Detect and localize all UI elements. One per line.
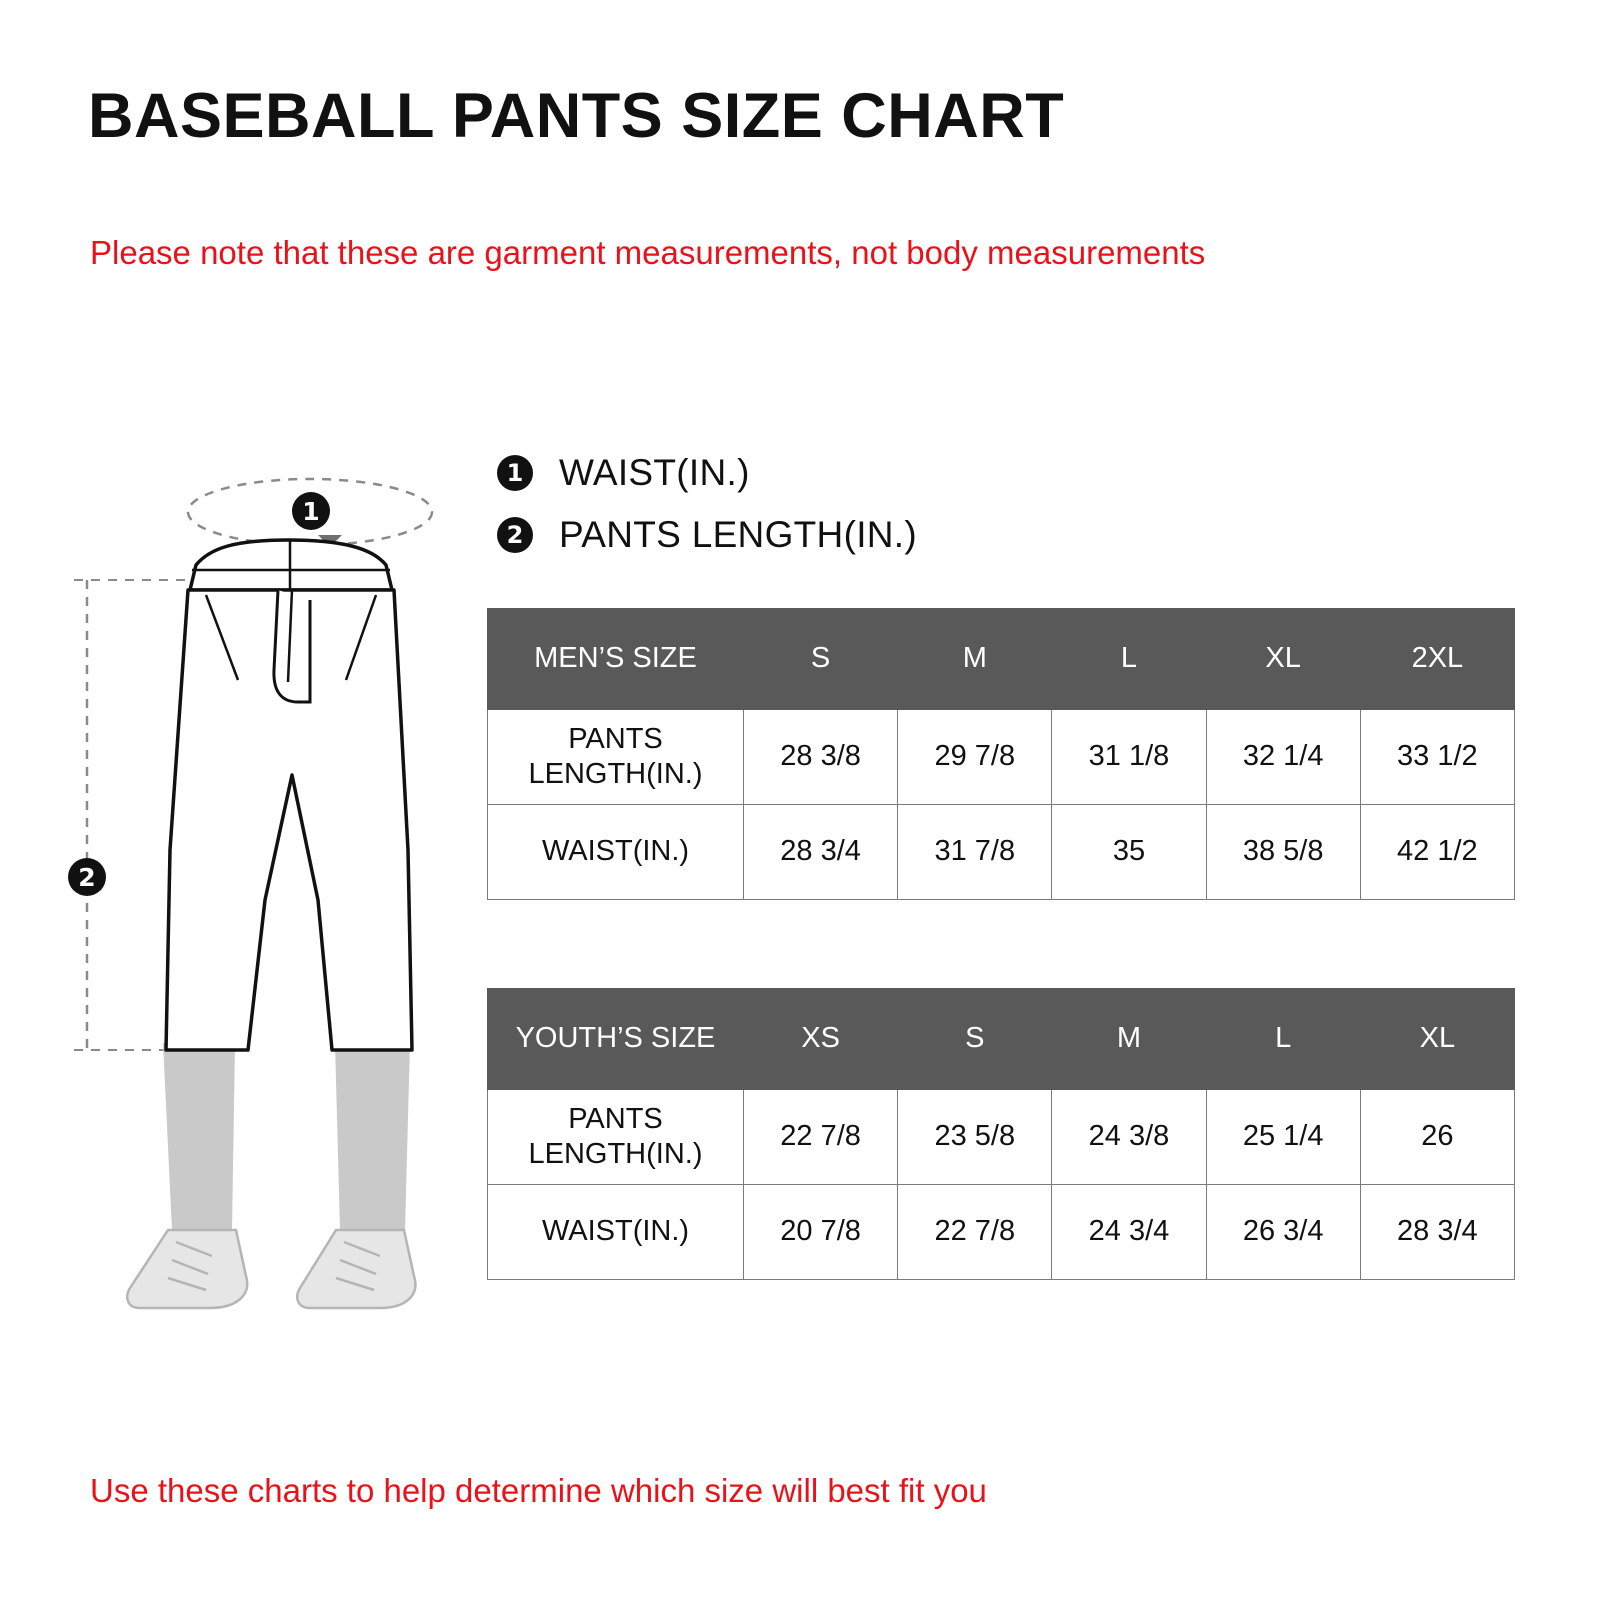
- youths-waist-xl: 28 3/4: [1360, 1185, 1514, 1280]
- youths-pants-length-s: 23 5/8: [898, 1090, 1052, 1185]
- table-row: [488, 805, 1515, 900]
- youths-size-table: [487, 988, 1515, 1280]
- table-row: [488, 1185, 1515, 1280]
- mens-pants-length-s: 28 3/8: [744, 710, 898, 805]
- mens-waist-m: 31 7/8: [898, 805, 1052, 900]
- mens-col-m: M: [898, 609, 1052, 710]
- mens-col-xl: XL: [1206, 609, 1360, 710]
- legend: [497, 442, 917, 566]
- mens-row-label-pants-length: PANTS LENGTH(IN.): [488, 710, 744, 805]
- youths-col-m: M: [1052, 989, 1206, 1090]
- youths-waist-m: 24 3/4: [1052, 1185, 1206, 1280]
- legend-label-pants-length: PANTS LENGTH(IN.): [559, 514, 917, 555]
- youths-col-xl: XL: [1360, 989, 1514, 1090]
- legend-item-waist: [497, 442, 917, 504]
- youths-row-label-pants-length: PANTS LENGTH(IN.): [488, 1090, 744, 1185]
- badge-1-icon: 1: [497, 455, 533, 491]
- youths-pants-length-m: 24 3/8: [1052, 1090, 1206, 1185]
- mens-pants-length-l: 31 1/8: [1052, 710, 1206, 805]
- mens-size-table: [487, 608, 1515, 900]
- help-note: Use these charts to help determine which size will best fit you: [90, 1472, 987, 1509]
- mens-size-header: MEN’S SIZE: [488, 609, 744, 710]
- garment-measurement-note: Please note that these are garment measurements, not body measurements: [90, 234, 1206, 271]
- youths-col-l: L: [1206, 989, 1360, 1090]
- table-header-row: [488, 609, 1515, 710]
- youths-waist-l: 26 3/4: [1206, 1185, 1360, 1280]
- youths-size-header: YOUTH’S SIZE: [488, 989, 744, 1090]
- mens-waist-s: 28 3/4: [744, 805, 898, 900]
- mens-waist-2xl: 42 1/2: [1360, 805, 1514, 900]
- baseball-pants-illustration: [60, 430, 490, 1330]
- youths-pants-length-xs: 22 7/8: [744, 1090, 898, 1185]
- table-row: [488, 710, 1515, 805]
- youths-col-s: S: [898, 989, 1052, 1090]
- mens-col-2xl: 2XL: [1360, 609, 1514, 710]
- mens-col-s: S: [744, 609, 898, 710]
- mens-pants-length-xl: 32 1/4: [1206, 710, 1360, 805]
- mens-waist-l: 35: [1052, 805, 1206, 900]
- youths-pants-length-xl: 26: [1360, 1090, 1514, 1185]
- illustration-badge-2-icon: 2: [68, 858, 106, 896]
- youths-row-label-waist: WAIST(IN.): [488, 1185, 744, 1280]
- mens-waist-xl: 38 5/8: [1206, 805, 1360, 900]
- pants-figure-svg: [60, 430, 490, 1330]
- legend-item-pants-length: [497, 504, 917, 566]
- page-title: BASEBALL PANTS SIZE CHART: [88, 81, 1065, 151]
- legend-label-waist: WAIST(IN.): [559, 452, 750, 493]
- youths-waist-xs: 20 7/8: [744, 1185, 898, 1280]
- mens-pants-length-m: 29 7/8: [898, 710, 1052, 805]
- mens-col-l: L: [1052, 609, 1206, 710]
- mens-row-label-waist: WAIST(IN.): [488, 805, 744, 900]
- table-row: [488, 1090, 1515, 1185]
- youths-waist-s: 22 7/8: [898, 1185, 1052, 1280]
- youths-pants-length-l: 25 1/4: [1206, 1090, 1360, 1185]
- mens-pants-length-2xl: 33 1/2: [1360, 710, 1514, 805]
- youths-col-xs: XS: [744, 989, 898, 1090]
- illustration-badge-1-icon: 1: [292, 492, 330, 530]
- table-header-row: [488, 989, 1515, 1090]
- badge-2-icon: 2: [497, 517, 533, 553]
